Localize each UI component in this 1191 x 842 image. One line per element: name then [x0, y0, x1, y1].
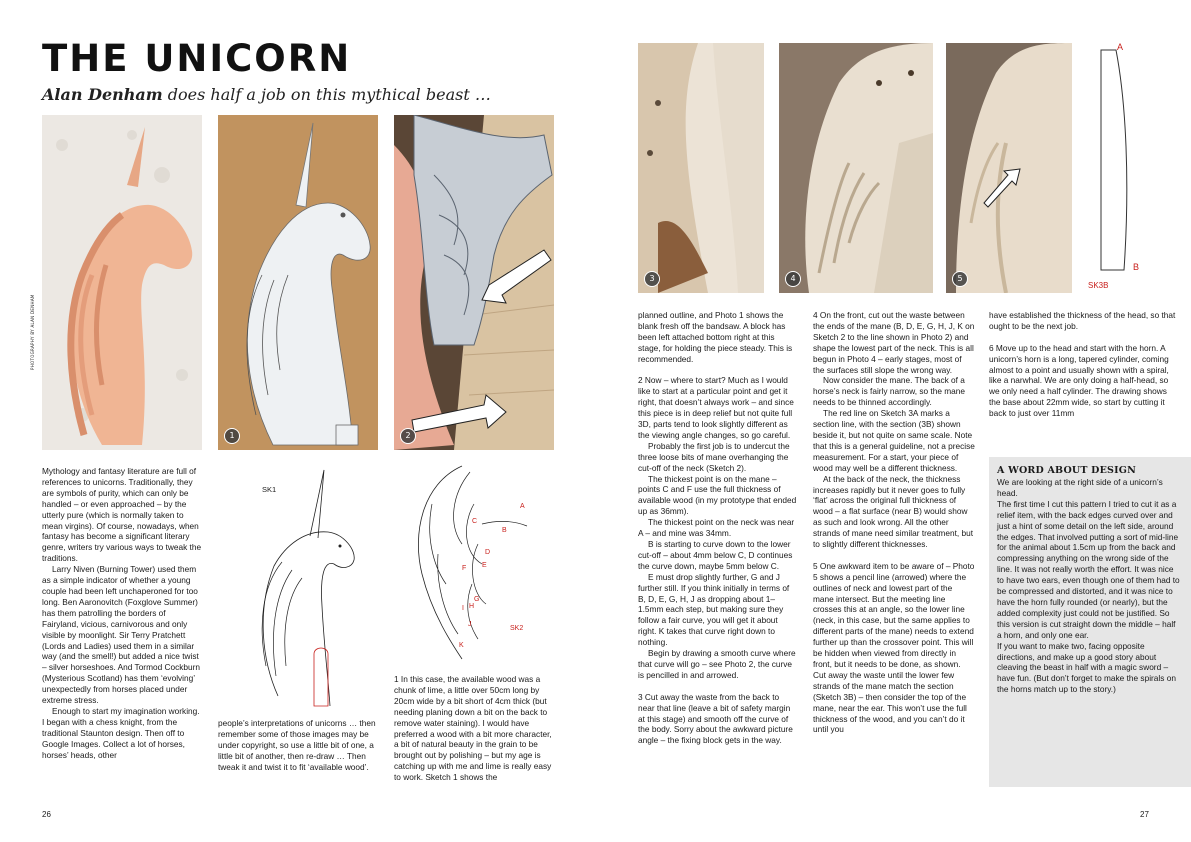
article-standfirst: [42, 85, 491, 104]
photo-number-4: 4: [785, 271, 801, 287]
paragraph: If you want to make two, facing opposite directions, and make up a good story about cleaving the beast in half with a magic sword – have fun. (But don’t forget to make the spirals on the horns match up to the story.): [997, 640, 1176, 695]
paragraph: Enough to start my imagination working. I began with a chess knight, from the traditional Staunton design. Then off to Google Images. Collect a lot of horses, horses’ heads, other: [42, 705, 200, 760]
sketch-3b-label-b: B: [1133, 262, 1140, 272]
sketch-2-point-c: C: [472, 518, 478, 525]
sidebar-body: [997, 477, 1182, 695]
sketch-2-point-k: K: [459, 642, 464, 649]
photo-2-blank-arrowed: [394, 115, 554, 450]
paragraph: 2 Now – where to start? Much as I would like to start at a particular point and get it right, that doesn’t always work – and since this piece is in deep relief but not quite full 3D, parts tend to look slightly different as the viewing angle changes, so go careful.: [638, 375, 794, 440]
paragraph: The thickest point is on the mane – points C and F use the full thickness of available wood (in my prototype that ended up as 36mm).: [638, 473, 797, 517]
paragraph: The thickest point on the neck was near A – and mine was 34mm.: [638, 517, 795, 539]
paragraph: Larry Niven (Burning Tower) used them as a simple indicator of whether a young couple had been left unchaperoned for too long. Ben Aaronovitch (Foxglove Summer) has them patrolling the borders of Fairyland, vicious, carnivorous and only visible by moonlight. Sir Terry Pratchett (Lords and Ladies) used them in a similar way (and the smell!) but added a nice twist – silver horseshoes. And Tormod Cockburn (Mysterious Scotland) has them ‘evolving’ unexpectedly from horses placed under extreme stress.: [42, 564, 201, 706]
paragraph: At the back of the neck, the thickness increases rapidly but it never goes to fully ‘flat’ across the original full thickness of wood – a flat surface (near B) would show as such and look wrong. All the other strands of mane need similar treatment, but to slightly different thicknesses.: [813, 473, 974, 550]
article-title: THE UNICORN: [42, 37, 352, 80]
paragraph: The first time I cut this pattern I tried to cut it as a relief item, with the back edges curved over and just a hint of some detail on the left side, around the edges. That involved putting a sort of mid-line for the animal about 1.5cm up from the back and compressing anything on the wrong side of the line. It was not really worth the effort. It was nice to have two ears, even though one of them had to be compressed and distorted, and it was nice to have the horn fully rounded (or nearly), but the added complexity just could not be justified. So this version is cut straight down the middle – half a horn, and only one ear.: [997, 498, 1180, 640]
sketch-2-point-a: A: [520, 503, 525, 510]
text-column-5: [813, 310, 975, 735]
text-column-4: [638, 310, 798, 746]
paragraph: Mythology and fantasy literature are full of references to unicorns. Traditionally, they are symbols of purity, which can only be handled – or even approached – by the utterly pure (which is normally taken to mean virgins). Of course, nowadays, when fantasy has become a significant literary genre, writers try various ways to tweak the traditions.: [42, 466, 202, 564]
sketch-3b-title: SK3B: [1088, 281, 1109, 290]
paragraph: B is starting to curve down to the lower cut-off – about 4mm below C, D continues the curve down, maybe 5mm below C.: [638, 539, 793, 571]
paragraph: Begin by drawing a smooth curve where that curve will go – see Photo 2, the curve is pencilled in and arrowed.: [638, 648, 796, 680]
paragraph: planned outline, and Photo 1 shows the blank fresh off the bandsaw. A block has been left attached bottom right at this stage, for holding the piece steady. This is recommended.: [638, 310, 793, 364]
photo-3-back-cut: [638, 43, 764, 293]
sketch-2-title: SK2: [510, 625, 524, 632]
text-column-1: [42, 466, 204, 760]
sketch-2-point-d: D: [485, 549, 491, 556]
sketch-3b-label-a: A: [1117, 42, 1124, 52]
paragraph: people’s interpretations of unicorns … then remember some of those images may be under copyright, so use a little bit of one, a little bit of another, then re-draw … Then tweak it and twist it to fit ‘available wood’.: [218, 718, 376, 772]
sketch-3b-section: [1086, 42, 1156, 282]
photo-number-5: 5: [952, 271, 968, 287]
photo-number-3: 3: [644, 271, 660, 287]
sketch-2-point-j: J: [468, 621, 472, 628]
sketch-2-mane-points: [402, 464, 532, 664]
paragraph: E must drop slightly further, G and J further still. If you think initially in terms of B, D, E, G, H, J as dropping about 1–1.5mm each step, but making sure they follow a fair curve, you will get it about right. K takes that curve right down to nothing.: [638, 571, 790, 648]
paragraph: We are looking at the right side of a unicorn’s head.: [997, 477, 1163, 498]
standfirst-text: does half a job on this mythical beast …: [162, 85, 491, 104]
author-name: Alan Denham: [42, 85, 163, 104]
sketch-2-point-h: H: [469, 603, 475, 610]
photo-5-pencil-line: [946, 43, 1072, 293]
sketch-1-outline: [248, 466, 358, 714]
photo-finished-unicorn: [42, 115, 202, 450]
photo-4-front-cut: [779, 43, 933, 293]
page-number-right: 27: [1140, 810, 1149, 819]
paragraph: Now consider the mane. The back of a horse’s neck is fairly narrow, so the mane needs to be thinned accordingly.: [813, 375, 966, 408]
paragraph: Probably the first job is to undercut the three loose bits of mane overhanging the cut-off of the neck (Sketch 2).: [638, 440, 790, 473]
text-column-6: [989, 310, 1179, 419]
text-column-3: [394, 674, 556, 783]
sketch-2-point-b: B: [502, 527, 507, 534]
page-number-left: 26: [42, 810, 51, 819]
sketch-2-point-i: I: [462, 605, 464, 612]
paragraph: The red line on Sketch 3A marks a section line, with the section (3B) shown beside it, but not quite on same scale. Note that this is a general guideline, not a precise measurement. For a start, your piece of wood may well be a different thickness.: [813, 408, 975, 473]
sidebar-heading: A WORD ABOUT DESIGN: [997, 465, 1136, 476]
sketch-1-title: SK1: [262, 485, 277, 494]
sidebar-word-about-design: [989, 457, 1191, 787]
paragraph: have established the thickness of the head, so that ought to be the next job.: [989, 310, 1176, 331]
photo-number-2: 2: [400, 428, 416, 444]
sketch-2-point-f: F: [462, 565, 467, 572]
sketch-2-point-e: E: [482, 562, 487, 569]
paragraph: 3 Cut away the waste from the back to near that line (leave a bit of safety margin at this stage) and smooth off the curve of the body. Sorry about the awkward picture angle – the fixing block gets in the way.: [638, 691, 793, 746]
text-column-2: [218, 718, 378, 773]
paragraph: 4 On the front, cut out the waste between the ends of the mane (B, D, E, G, H, J, K on Sketch 2 to the line shown in Photo 2) and shape the lowest part of the neck. This is all begun in Photo 4 – early stages, most of the surfaces still slope the wrong way.: [813, 310, 975, 375]
paragraph: 5 One awkward item to be aware of – Photo 5 shows a pencil line (arrowed) where the outlines of neck and lowest part of the mane intersect. But the meeting line crosses this at an angle, so the lower line (neck, in this case, but the same applies to different parts of the mane) needs to extend further up than the crossover point. This will be hidden when viewed from directly in front, but it needs to be done, as shown. Cut away the waste until the lower few strands of the mane match the section (Sketch 3B) – then consider the top of the mane, near the ear. This won’t use the full thickness of the wood, and you can’t do it until you: [813, 560, 975, 735]
paragraph: 1 In this case, the available wood was a chunk of lime, a little over 50cm long by 20cm wide by a bit short of 4cm thick (but needing planing down a bit on the back to remove water staining). I would have preferred a wood with a bit more character, a bit of natural beauty in the grain to be brought out by polishing – but my age is catching up with me and lime is really easy to work. Sketch 1 shows the: [394, 674, 552, 783]
photo-credit: PHOTOGRAPHY BY ALAN DENHAM: [30, 294, 35, 370]
photo-1-template: [218, 115, 378, 450]
sketch-2-point-g: G: [474, 596, 480, 603]
photo-number-1: 1: [224, 428, 240, 444]
paragraph: 6 Move up to the head and start with the horn. A unicorn’s horn is a long, tapered cylinder, coming almost to a point and usually shown with a spiral, like a narwhal. We are only doing a half-head, so we only need a half cylinder. The drawing shows the base about 22mm wide, so start by cutting it back to just over 11mm: [989, 342, 1169, 419]
